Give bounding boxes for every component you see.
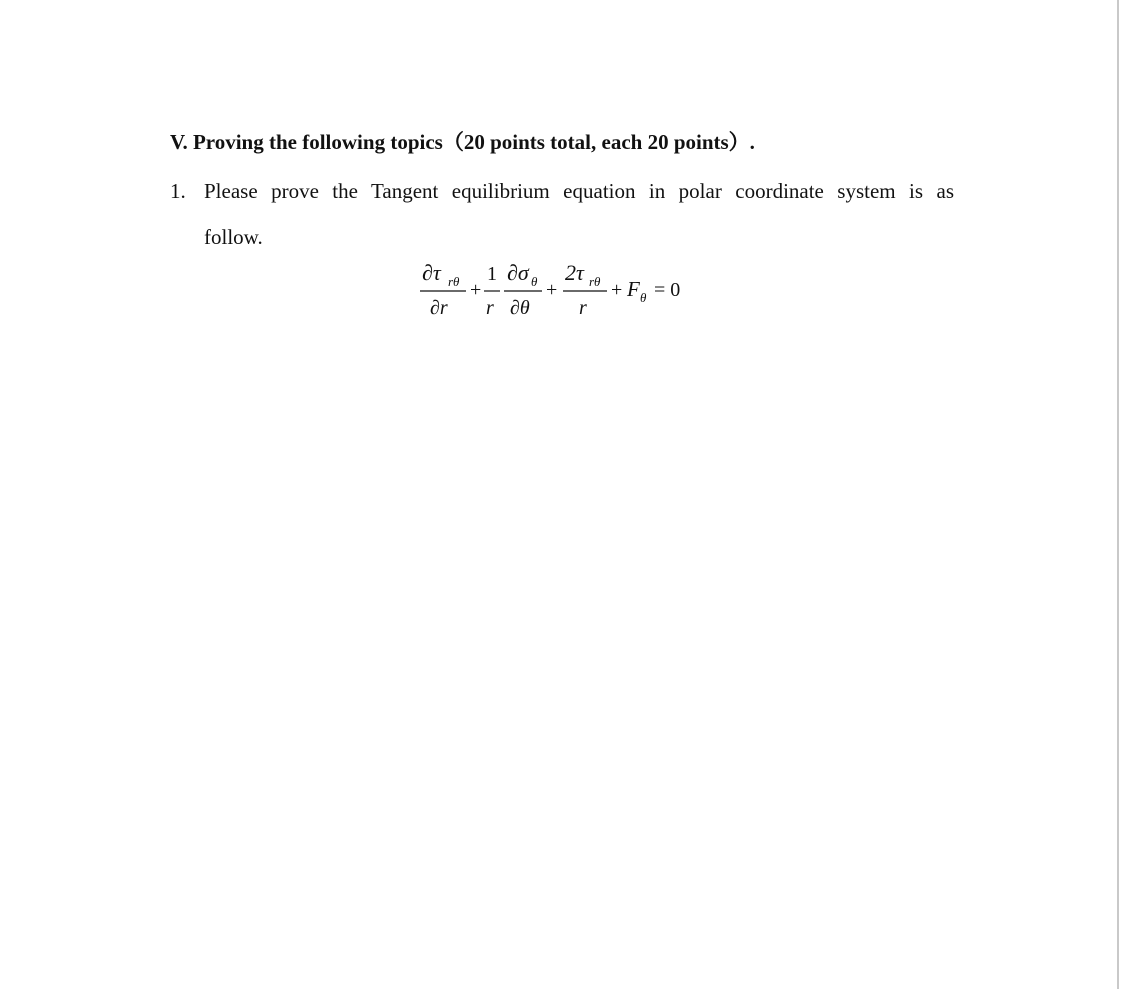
- question-text-line-1: Please prove the Tangent equilibrium equation in polar coordinate system is as: [204, 179, 954, 203]
- term3-numerator: 2τ: [565, 260, 584, 285]
- term3-numerator-subscript: rθ: [589, 274, 601, 289]
- body-force-subscript: θ: [640, 290, 647, 305]
- equation-svg: [418, 258, 698, 324]
- plus-sign-1: +: [470, 279, 482, 301]
- body-force-symbol: F: [627, 277, 640, 301]
- term1-numerator: ∂τ: [422, 260, 441, 285]
- term2-numerator-subscript: θ: [531, 274, 538, 289]
- term3-denominator: r: [579, 297, 587, 319]
- equals-zero: = 0: [654, 279, 681, 301]
- plus-sign-3: +: [611, 279, 623, 301]
- term2-coefficient-denominator: r: [486, 297, 494, 319]
- term1-numerator-subscript: rθ: [448, 274, 460, 289]
- term2-denominator: ∂θ: [510, 297, 530, 319]
- question-number: 1.: [170, 179, 186, 203]
- section-heading: V. Proving the following topics（20 points total, each 20 points）.: [170, 130, 755, 154]
- term1-denominator: ∂r: [430, 297, 448, 319]
- term2-numerator: ∂σ: [507, 260, 529, 285]
- question-text-line-2: follow.: [204, 225, 263, 249]
- term2-coefficient-numerator: 1: [487, 263, 497, 285]
- plus-sign-2: +: [546, 279, 558, 301]
- page-right-border: [1117, 0, 1119, 989]
- tangent-equilibrium-equation: [418, 258, 698, 324]
